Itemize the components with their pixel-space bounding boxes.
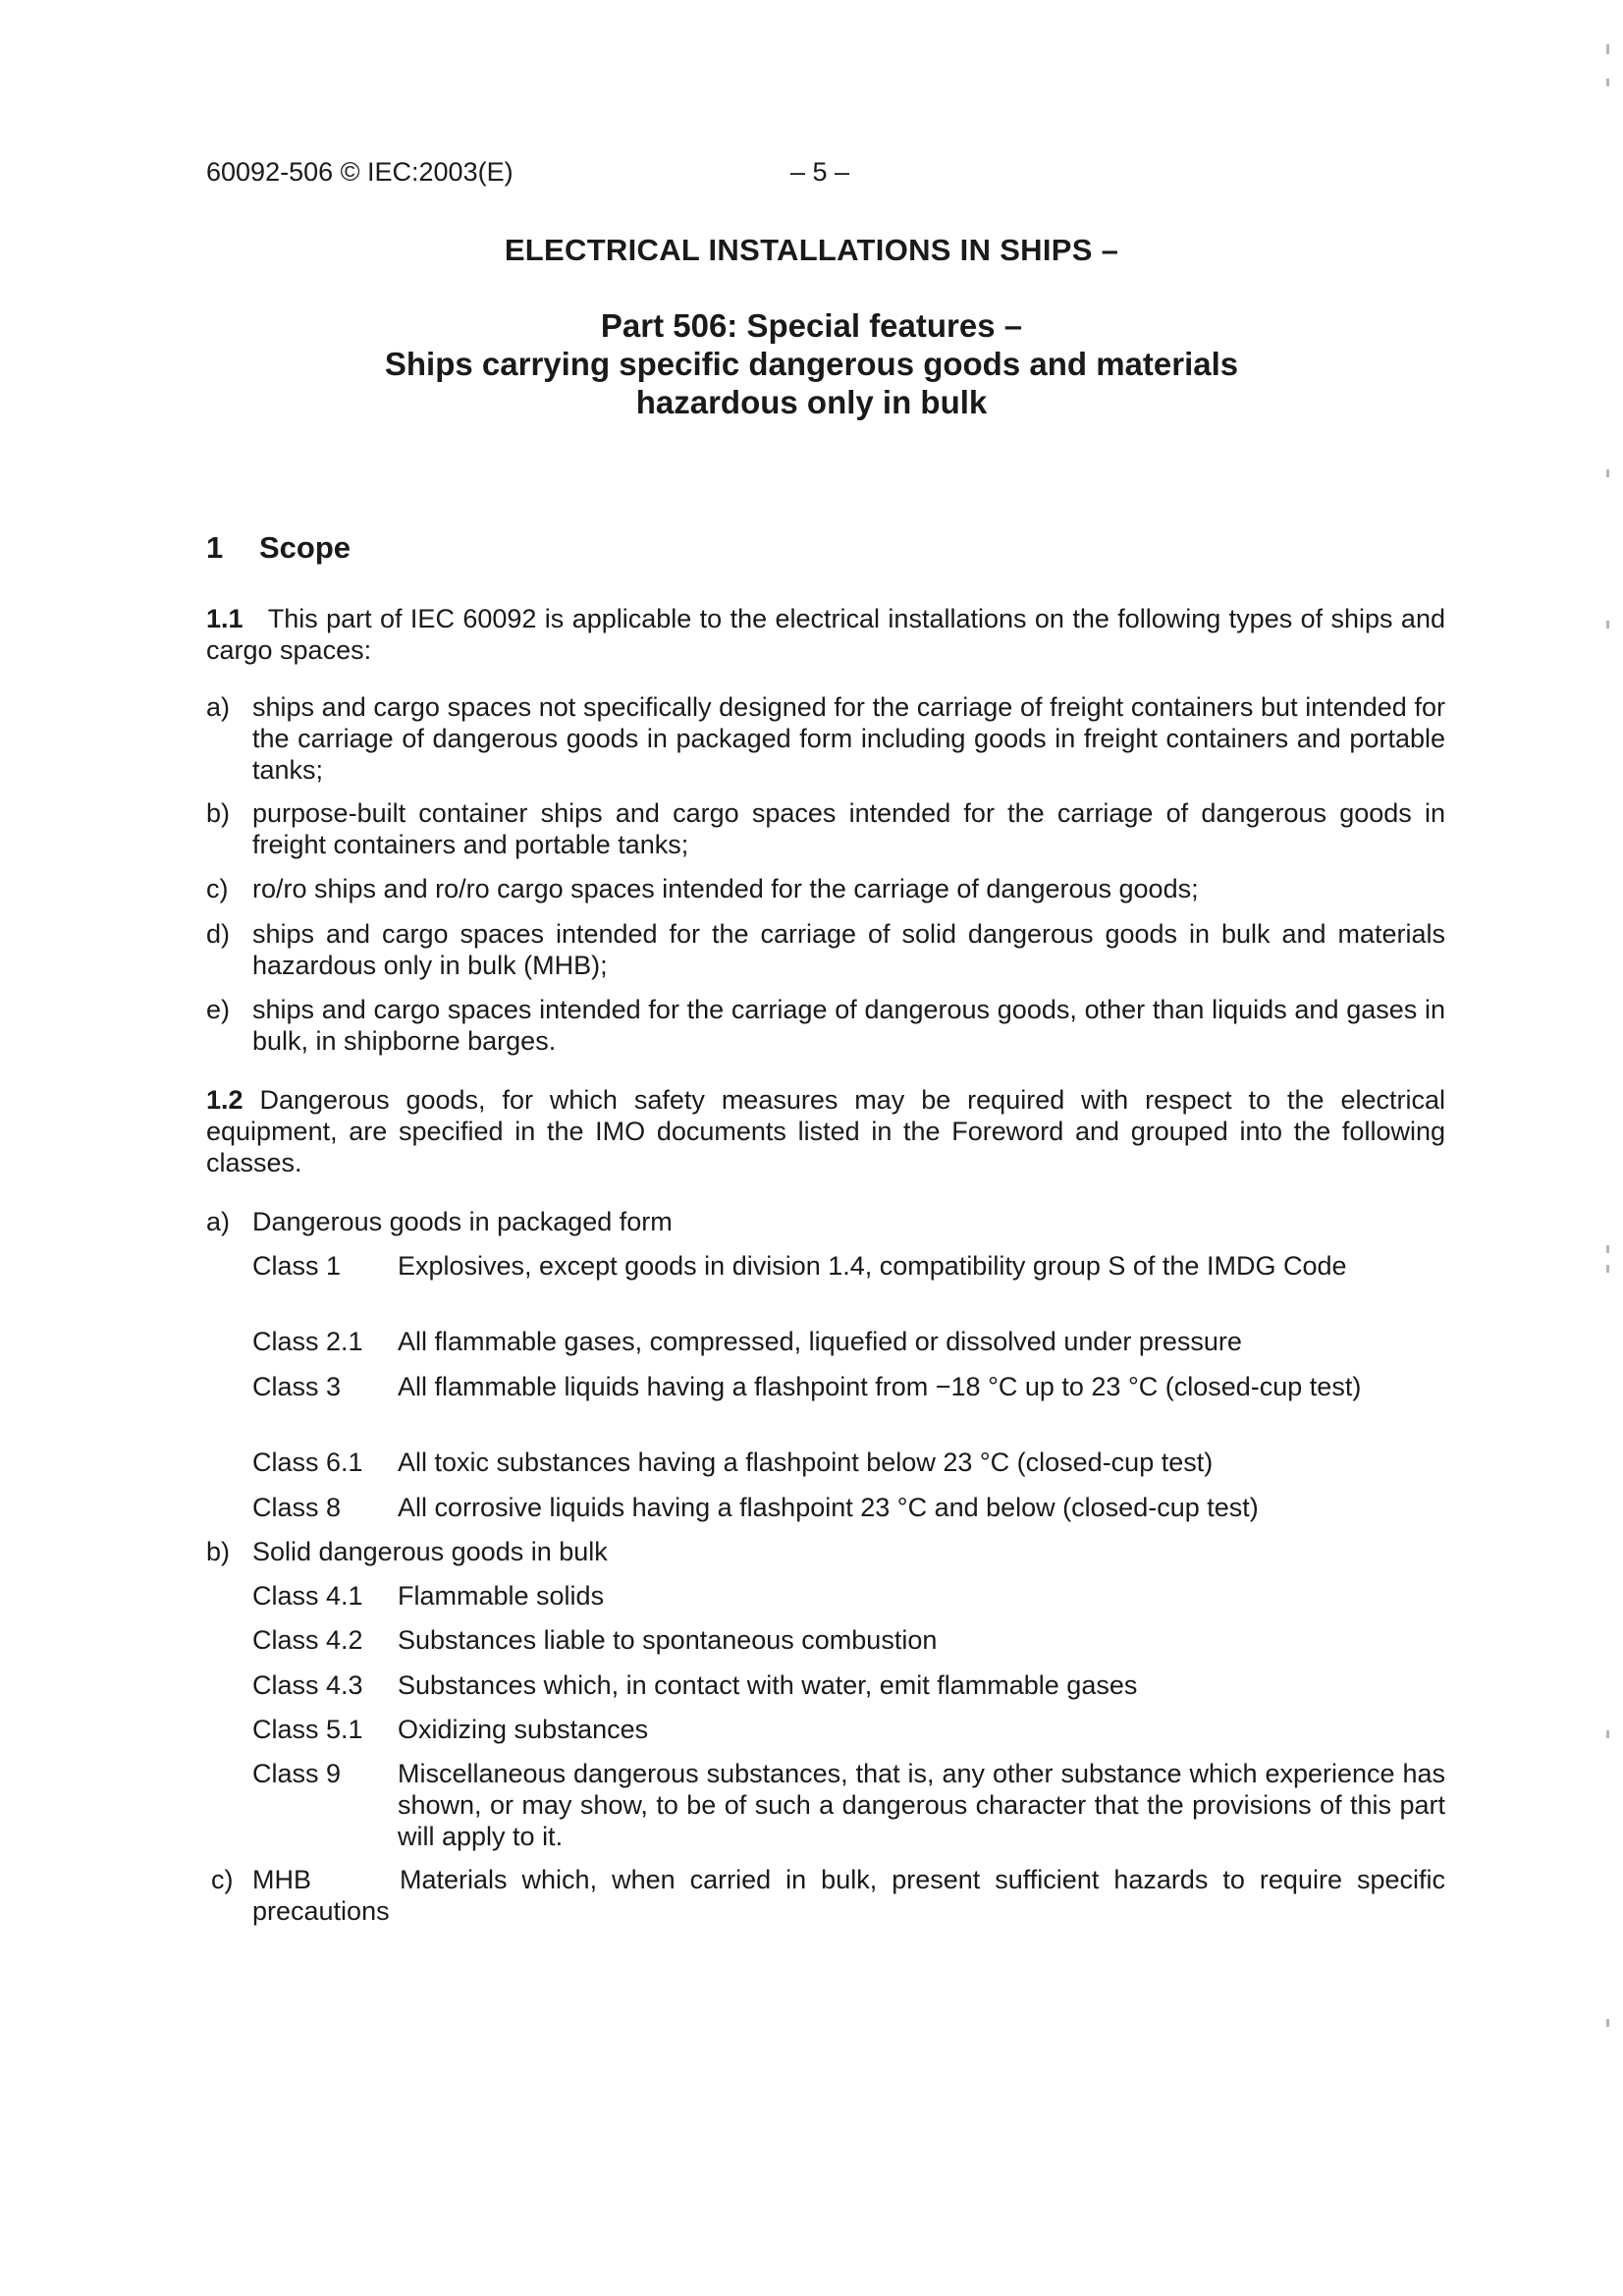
class-description: Substances which, in contact with water, emit flammable gases [398,1670,1138,1700]
scan-mark [1606,621,1609,629]
list-marker: d) [206,919,231,949]
clause-text: This part of IEC 60092 is applicable to the electrical installations on the following types of ships and cargo spaces: [206,604,1445,665]
group-title: Solid dangerous goods in bulk [252,1537,608,1566]
list-item-text: ships and cargo spaces intended for the carriage of solid dangerous goods in bulk and materials hazardous only in bulk (MHB); [252,919,1445,980]
class-label: Class 6.1 [252,1448,363,1477]
class-row [252,1371,1445,1402]
scope-list-item [206,918,1445,981]
class-row [252,1447,1445,1478]
scan-mark [1606,2019,1609,2027]
list-marker: a) [206,1207,231,1236]
class-description: Substances liable to spontaneous combustion [398,1625,938,1655]
class-description: Oxidizing substances [398,1715,649,1744]
scan-mark [1606,44,1609,54]
clause-text: Dangerous goods, for which safety measures may be required with respect to the electrical equipment, are specified in the IMO documents listed in the Foreword and grouped into the following classes. [206,1085,1445,1177]
class-label: Class 8 [252,1493,342,1522]
scope-list-item [206,994,1445,1057]
list-marker: a) [206,692,231,722]
group-c-label: MHB [252,1865,311,1894]
list-marker: e) [206,995,231,1024]
class-label: Class 4.2 [252,1625,363,1655]
part-title-line-1: Part 506: Special features – [600,307,1023,344]
list-marker: b) [206,798,231,828]
class-label: Class 3 [252,1372,342,1401]
class-row [252,1758,1445,1852]
class-label: Class 4.1 [252,1581,363,1611]
section-number: 1 [206,530,224,565]
class-group-a [206,1206,1445,1237]
list-item-text: ships and cargo spaces not specifically designed for the carriage of freight containers but intended for the carriage of dangerous goods in packaged form including goods in freight containers and portable tanks; [252,692,1445,785]
group-c-text-block [252,1864,1445,1927]
class-row [252,1580,1445,1612]
class-description: Miscellaneous dangerous substances, that is, any other substance which experience has shown, or may show, to be of such a dangerous character that the provisions of this part will apply to it. [398,1759,1445,1851]
scan-mark [1606,1245,1609,1253]
class-description: All flammable liquids having a flashpoint from −18 °C up to 23 °C (closed-cup test) [398,1372,1362,1401]
class-row [252,1492,1445,1523]
list-item-text: ro/ro ships and ro/ro cargo spaces intended for the carriage of dangerous goods; [252,874,1199,903]
list-item-text: purpose-built container ships and cargo spaces intended for the carriage of dangerous goods in freight containers and portable tanks; [252,798,1445,859]
page-header [206,157,1443,196]
class-label: Class 9 [252,1759,342,1788]
page-number: – 5 – [790,157,850,187]
part-title [0,306,1623,421]
class-row [252,1669,1445,1701]
part-title-line-2: Ships carrying specific dangerous goods and materials [384,346,1239,382]
list-marker: b) [206,1537,231,1566]
scope-list-item [206,873,1445,904]
class-description: All toxic substances having a flashpoint below 23 °C (closed-cup test) [398,1448,1214,1477]
part-title-line-3: hazardous only in bulk [635,384,988,420]
clause-number: 1.2 [206,1085,243,1115]
class-row [252,1250,1445,1282]
scan-mark [1606,79,1609,86]
group-title: Dangerous goods in packaged form [252,1207,673,1236]
scan-mark [1606,1265,1609,1273]
class-description: Flammable solids [398,1581,605,1611]
class-row [252,1326,1445,1357]
clause-1-2 [206,1084,1445,1178]
scope-list-item [206,797,1445,860]
document-id: 60092-506 © IEC:2003(E) [206,157,514,187]
class-group-c [206,1864,1445,1927]
class-description: All corrosive liquids having a flashpoint 23 °C and below (closed-cup test) [398,1493,1259,1522]
list-marker: c) [206,874,229,903]
class-row [252,1714,1445,1745]
scope-list-item [206,691,1445,786]
class-label: Class 1 [252,1251,342,1281]
class-row [252,1624,1445,1656]
class-label: Class 2.1 [252,1327,363,1356]
clause-1-1 [206,603,1445,666]
group-c-description: Materials which, when carried in bulk, present sufficient hazards to require specific precautions [252,1865,1445,1926]
list-marker: c) [211,1865,234,1894]
class-description: All flammable gases, compressed, liquefied or dissolved under pressure [398,1327,1242,1356]
section-1-heading [206,530,351,566]
class-group-b [206,1536,1445,1567]
list-item-text: ships and cargo spaces intended for the carriage of dangerous goods, other than liquids and gases in bulk, in shipborne barges. [252,995,1445,1056]
document-main-title: ELECTRICAL INSTALLATIONS IN SHIPS – [504,233,1119,267]
scan-mark [1606,1730,1609,1738]
clause-number: 1.1 [206,604,243,633]
class-description: Explosives, except goods in division 1.4, compatibility group S of the IMDG Code [398,1251,1347,1281]
class-label: Class 4.3 [252,1670,363,1700]
section-title: Scope [259,530,352,565]
class-label: Class 5.1 [252,1715,363,1744]
scan-mark [1606,469,1609,477]
